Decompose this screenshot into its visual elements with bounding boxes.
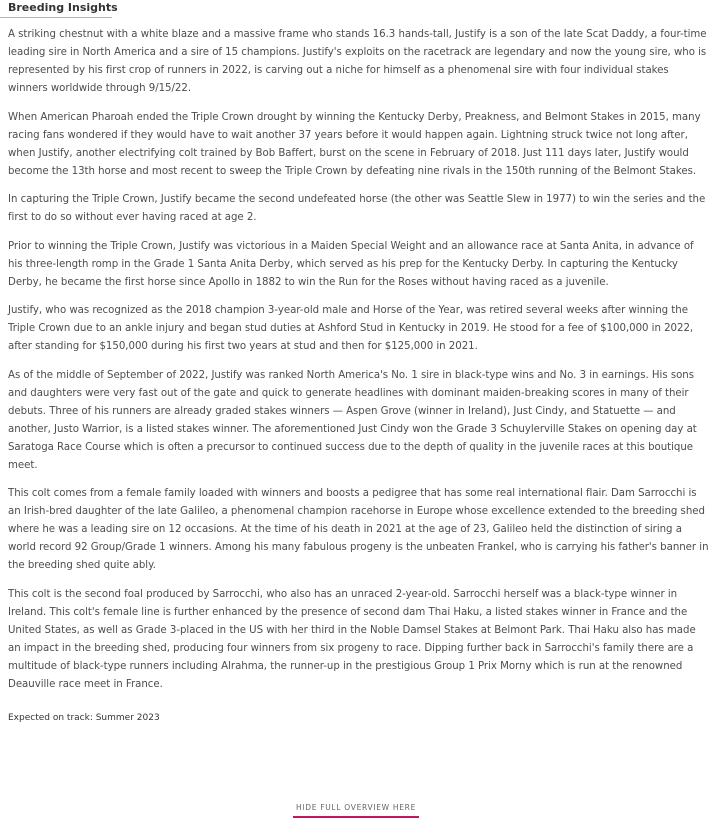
overview-paragraph-3: In capturing the Triple Crown, Justify became the second undefeated horse (the other was Seattle Slew in 1977) to win the series and the first to do so without ever having raced at age 2. <box>8 194 706 223</box>
overview-paragraph-5: Justify, who was recognized as the 2018 champion 3-year-old male and Horse of the Year, was retired several weeks after winning the Triple Crown due to an ankle injury and began stud duties at Ashford Stud in Kentucky in 2019. He stood for a fee of $100,000 in 2022, after standing for $150,000 during his first two years at stud and then for $125,000 in 2021. <box>8 305 694 352</box>
overview-paragraph-7: This colt comes from a female family loaded with winners and boosts a pedigree that has some real international flair. Dam Sarrocchi is an Irish-bred daughter of the late Galileo, a phenomenal champion racehorse in Europe whose excellence extended to the breeding shed where he was a leading sire on 12 occasions. At the time of his death in 2021 at the age of 23, Galileo held the distinction of siring a world record 92 Group/Grade 1 winners. Among his many fabulous progeny is the unbeaten Frankel, who is carrying his father's banner in the breeding shed quite ably. <box>8 488 709 571</box>
overview-paragraph-1: A striking chestnut with a white blaze and a massive frame who stands 16.3 hands-tall, Justify is a son of the late Scat Daddy, a four-time leading sire in North America and a sire of 15 champions. Justify's exploits on the racetrack are legendary and now the young sire, who is represented by his first crop of runners in 2022, is carving out a niche for himself as a phenomenal sire with four individual stakes winners worldwide through 9/15/22. <box>8 29 707 94</box>
hide-overview-link[interactable]: HIDE FULL OVERVIEW HERE <box>295 803 417 812</box>
section-title: Breeding Insights <box>8 1 118 14</box>
overview-paragraph-8: This colt is the second foal produced by Sarrocchi, who also has an unraced 2-year-old. Sarrocchi herself was a black-type winner in Ireland. This colt's female line is further enhanced by the presence of second dam Thai Haku, a listed stakes winner in France and the United States, as well as Grade 3-placed in the US with her third in the Noble Damsel Stakes at Belmont Park. Thai Haku also has made an impact in the breeding shed, producing four winners from six progeny to race. Dipping further back in Sarrocchi's family there are a multitude of black-type runners including Alrahma, the runner-up in the prestigious Group 1 Prix Morny which is run at the renowned Deauville race meet in France. <box>8 588 696 690</box>
overview-paragraph-2: When American Pharoah ended the Triple Crown drought by winning the Kentucky Derby, Preakness, and Belmont Stakes in 2015, many racing fans wondered if they would have to wait another 37 years before it would happen again. Lightning struck twice not long after, when Justify, another electrifying colt trained by Bob Baffert, burst on the scene in February of 2018. Just 111 days later, Justify would become the 13th horse and most recent to sweep the Triple Crown by defeating nine rivals in the 150th running of the Belmont Stakes. <box>8 111 701 177</box>
overview-paragraph-6: As of the middle of September of 2022, Justify was ranked North America's No. 1 sire in black-type wins and No. 3 in earnings. His sons and daughters were very fast out of the gate and quick to generate headlines with dominant maiden-breaking scores in many of their debuts. Three of his runners are already graded stakes winners — Aspen Grove (winner in Ireland), Just Cindy, and Statuette — and another, Justo Warrior, is a listed stakes winner. The aforementioned Just Cindy won the Grade 3 Schuylerville Stakes on opening day at Saratoga Race Course which is often a precursor to continued success due to the depth of quality in the juvenile races at this boutique meet. <box>8 369 697 471</box>
overview-paragraph-4: Prior to winning the Triple Crown, Justify was victorious in a Maiden Special Weight and an allowance race at Santa Anita, in advance of his three-length romp in the Grade 1 Santa Anita Derby, which served as his prep for the Kentucky Derby. In capturing the Kentucky Derby, he became the first horse since Apollo in 1882 to win the Run for the Roses without having raced as a juvenile. <box>8 240 694 288</box>
overview-body <box>8 26 710 704</box>
hide-overview-underline <box>293 816 419 818</box>
title-divider <box>0 17 112 18</box>
expected-on-track: Expected on track: Summer 2023 <box>8 713 160 723</box>
